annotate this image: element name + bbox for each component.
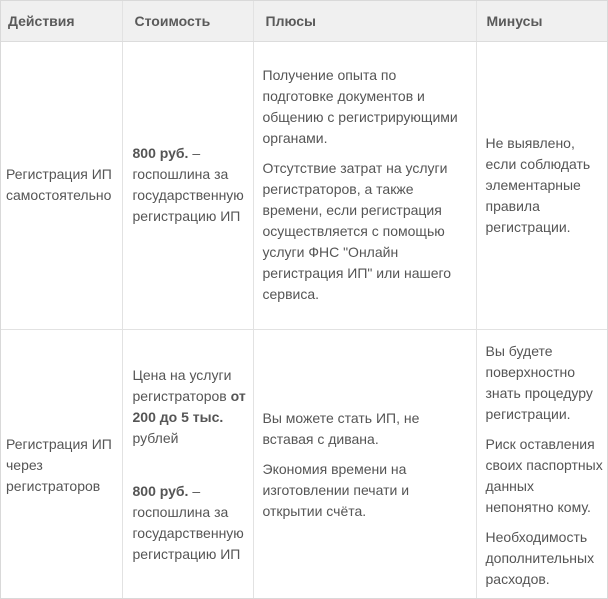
- cell-action: [1, 41, 122, 329]
- action-text: Регистрация ИП через регистраторов: [6, 435, 112, 494]
- table-row: [1, 41, 608, 329]
- cell-pros: [253, 329, 476, 599]
- cell-action: [1, 329, 122, 599]
- header-pros: Плюсы: [253, 1, 476, 41]
- pros-item: Экономия времени на изготовлении печати и открытии счёта.: [262, 461, 410, 519]
- cell-cons: [476, 41, 608, 329]
- pros-item: Отсутствие затрат на услуги регистраторов, а также времени, если регистрация осуществляется с помощью услуги ФНС "Онлайн регистрация ИП" или нашего сервиса.: [262, 160, 452, 302]
- cons-item: Не выявлено, если соблюдать элементарные правила регистрации.: [485, 134, 591, 235]
- cell-cost: [122, 329, 253, 599]
- cell-pros: [253, 41, 476, 329]
- comparison-table: [1, 1, 608, 599]
- header-cons: Минусы: [476, 1, 608, 41]
- cost-description: – госпошлина за государственную регистрацию ИП: [132, 145, 244, 224]
- pros-item: Вы можете стать ИП, не вставая с дивана.: [262, 410, 420, 447]
- table-header: [1, 1, 608, 41]
- cost-text: [133, 481, 247, 565]
- pros-item: Получение опыта по подготовке документов и общению с регистрирующими органами.: [262, 67, 458, 146]
- cost-range: от 200 до 5 тыс.: [132, 388, 246, 425]
- cost-unit: рублей: [132, 430, 179, 446]
- header-row: [1, 1, 608, 41]
- cons-item: Вы будете поверхностно знать процедуру регистрации.: [485, 342, 593, 422]
- cell-cost: [122, 41, 253, 329]
- cost-amount: 800 руб.: [132, 145, 189, 161]
- table-row: [1, 329, 608, 599]
- cost-amount: 800 руб.: [132, 483, 189, 499]
- cost-text: [133, 143, 247, 227]
- cost-description: – госпошлина за государственную регистрацию ИП: [132, 483, 244, 562]
- cost-text: [133, 365, 247, 449]
- header-actions: Действия: [1, 1, 122, 41]
- header-cost: Стоимость: [122, 1, 253, 41]
- cons-item: Риск оставления своих паспортных данных непонятно кому.: [485, 435, 603, 515]
- cons-item: Необходимость дополнительных расходов.: [485, 528, 595, 587]
- cell-cons: [476, 329, 608, 599]
- table-body: [1, 41, 608, 599]
- action-text: Регистрация ИП самостоятельно: [6, 166, 112, 203]
- cost-intro: Цена на услуги регистраторов: [132, 367, 232, 404]
